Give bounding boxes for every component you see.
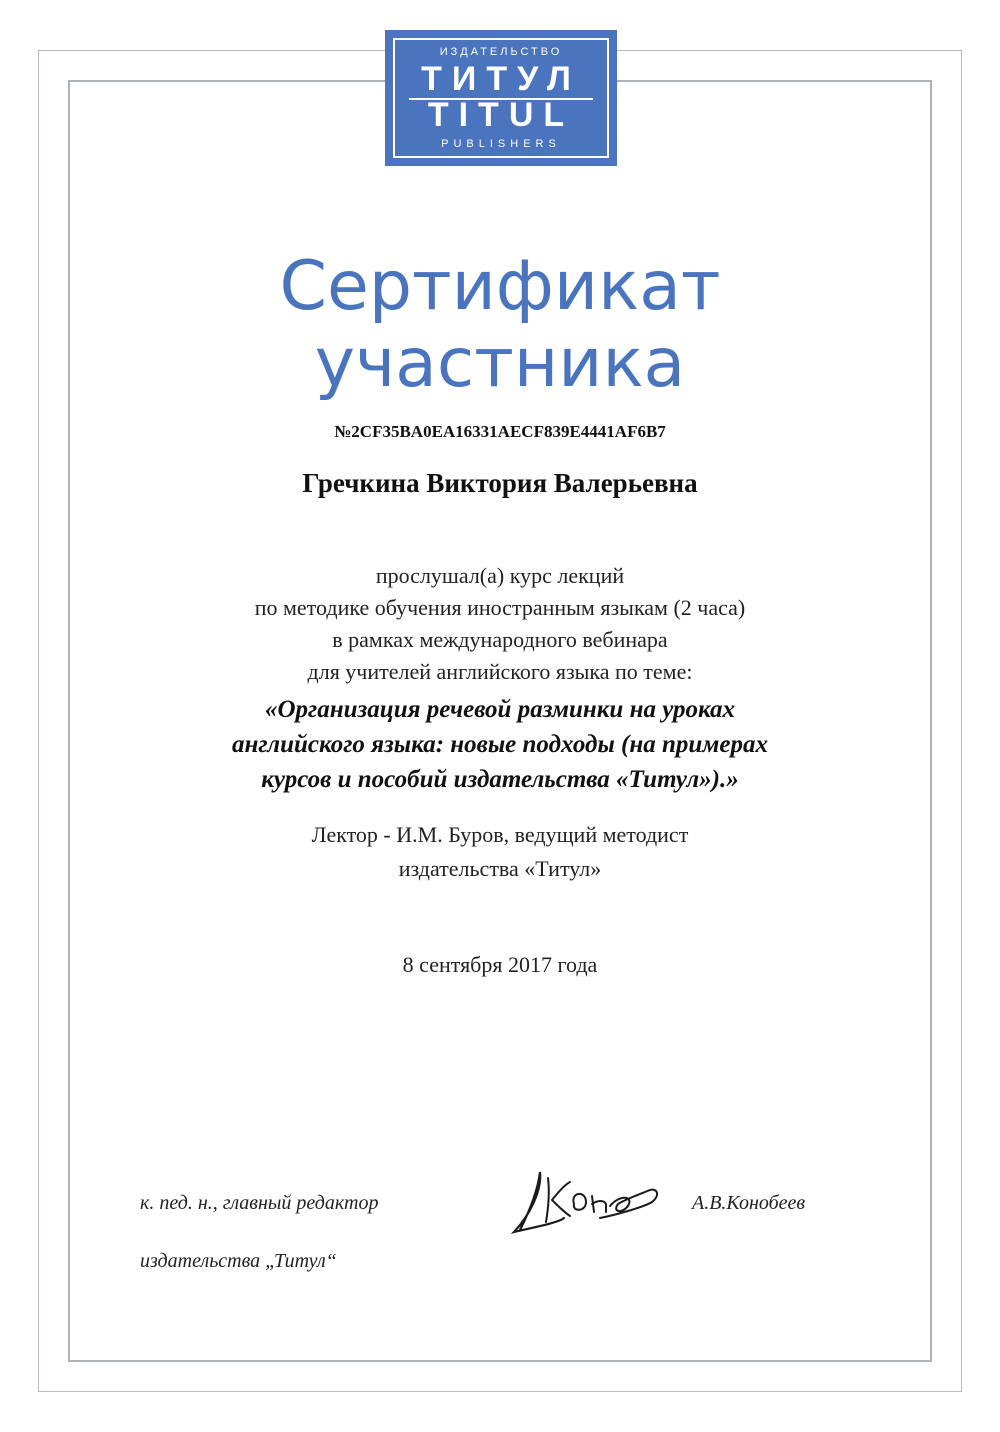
body-text	[0, 560, 1000, 688]
publisher-logo	[385, 30, 617, 166]
signatory-name: А.В.Конобеев	[692, 1192, 806, 1214]
certificate-number: №2CF35BA0EA16331AECF839E4441AF6B7	[334, 422, 666, 441]
handwritten-signature	[500, 1160, 670, 1240]
signatory-role-line1: к. пед. н., главный редактор	[140, 1192, 379, 1214]
certificate-title-line1: Сертификат	[279, 247, 721, 326]
topic-line: английского языка: новые подходы (на примерах	[231, 731, 769, 758]
logo-line1: ТИТУЛ	[421, 60, 581, 98]
body-line: прослушал(а) курс лекций	[375, 563, 625, 588]
certificate-title-line2: участника	[314, 324, 686, 403]
logo-bottom-text: PUBLISHERS	[441, 138, 561, 150]
lecturer-line: издательства «Титул»	[398, 856, 602, 881]
body-line: для учителей английского языка по теме:	[307, 659, 693, 684]
lecturer-info	[0, 818, 1000, 886]
certificate-date: 8 сентября 2017 года	[402, 952, 598, 977]
body-line: по методике обучения иностранным языкам (2 часа)	[254, 595, 746, 620]
signatory-role-line2: издательства „Титул“	[140, 1250, 337, 1272]
webinar-topic	[0, 692, 1000, 797]
logo-line2: TITUL	[427, 96, 575, 134]
topic-line: «Организация речевой разминки на уроках	[264, 696, 736, 723]
body-line: в рамках международного вебинара	[332, 627, 668, 652]
participant-name: Гречкина Виктория Валерьевна	[302, 468, 698, 498]
logo-top-text: ИЗДАТЕЛЬСТВО	[439, 46, 563, 58]
topic-line: курсов и пособий издательства «Титул»).»	[261, 766, 739, 793]
lecturer-line: Лектор - И.М. Буров, ведущий методист	[311, 822, 689, 847]
